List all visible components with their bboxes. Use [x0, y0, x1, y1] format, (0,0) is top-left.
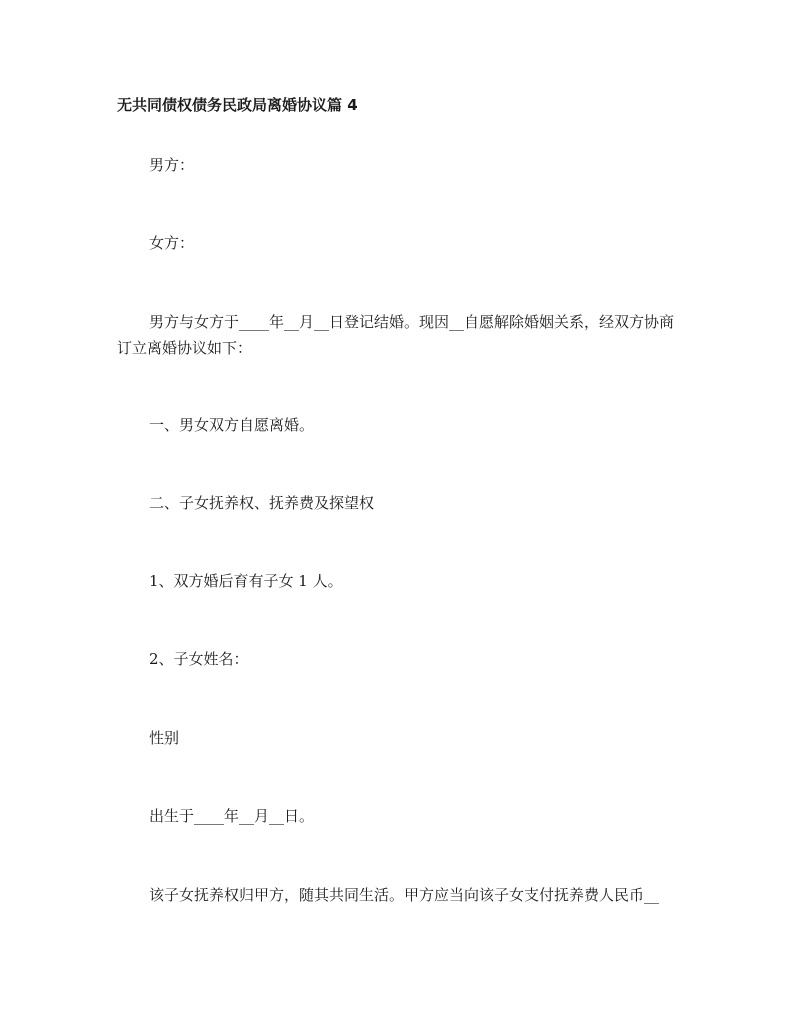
- paragraph-clause-2-item-1: 1、双方婚后育有子女 1 人。: [149, 572, 343, 590]
- document-title: 无共同债权债务民政局离婚协议篇 4: [117, 96, 358, 114]
- paragraph-gender: 性别: [149, 729, 180, 747]
- paragraph-clause-1: 一、男女双方自愿离婚。: [149, 416, 315, 434]
- paragraph-female-party: 女方：: [149, 234, 195, 252]
- paragraph-custody: 该子女抚养权归甲方，随其共同生活。甲方应当向该子女支付抚养费人民币__: [149, 886, 660, 904]
- paragraph-clause-2-heading: 二、子女抚养权、抚养费及探望权: [149, 494, 375, 512]
- paragraph-marriage-registration: 男方与女方于____年__月__日登记结婚。现因__自愿解除婚姻关系，经双方协商订立离婚协议如下：: [117, 313, 675, 357]
- paragraph-birth-date: 出生于____年__月__日。: [149, 807, 315, 825]
- paragraph-male-party: 男方：: [149, 156, 195, 174]
- paragraph-clause-2-item-2: 2、子女姓名：: [149, 650, 249, 668]
